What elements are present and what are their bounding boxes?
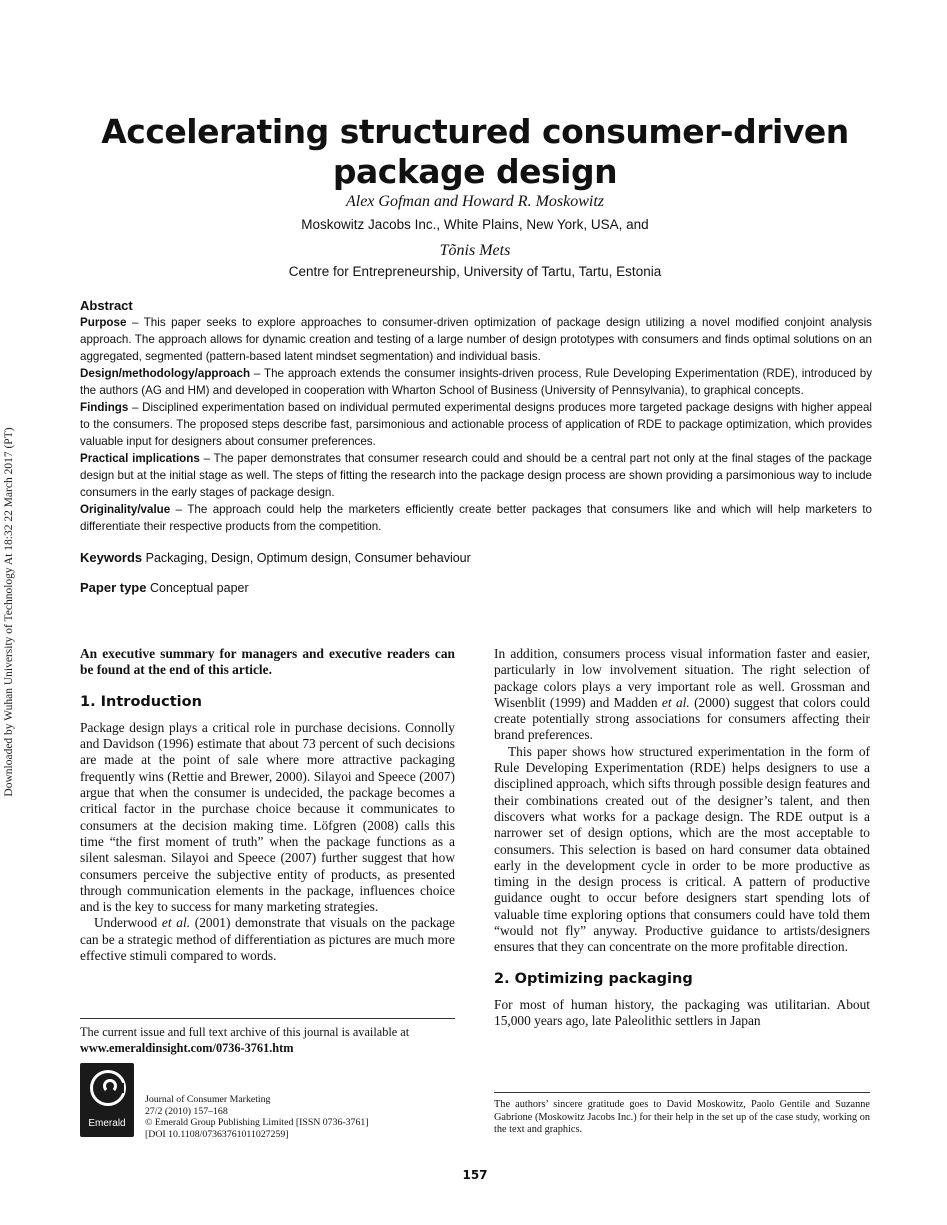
section-heading-optimizing: 2. Optimizing packaging [494,970,693,987]
abstract-findings: Findings – Disciplined experimentation based on individual permuted experimental designs produces more targeted package designs with higher appeal to the consumers. The proposed steps describe fast, parsimonious and actionable process of application of RDE to package optimization, which provides valuable input for designers about consumer preferences. [80,401,872,448]
left-column [80,646,455,964]
journal-name: Journal of Consumer Marketing [145,1094,271,1105]
logo-text: Emerald [88,1118,126,1129]
title-line-2: package design [332,152,618,191]
download-watermark: Downloaded by Wuhan University of Technology At 18:32 22 March 2017 (PT) [3,427,15,797]
optimizing-paragraph-1: For most of human history, the packaging was utilitarian. About 15,000 years ago, late Paleolithic settlers in Japan [494,996,870,1029]
abstract-purpose: Purpose – This paper seeks to explore approaches to consumer-driven optimization of package design utilizing a novel modified conjoint analysis approach. The approach allows for dynamic creation and testing of a large number of design prototypes with consumers and finds optimal solutions on an aggregated, segmented (pattern-based latent mindset segmentation) and individual basis. [80,316,872,363]
issue-note-text: The current issue and full text archive of this journal is available at [80,1025,410,1039]
paper-title [80,112,870,192]
acknowledgment: The authors’ sincere gratitude goes to David Moskowitz, Paolo Gentile and Suzanne Gabrione (Moskowitz Jacobs Inc.) for their help in the set up of the case study, working on the text and graphics. [494,1099,870,1136]
journal-copyright: © Emerald Group Publishing Limited [ISSN 0736-3761] [145,1117,369,1128]
abstract-design: Design/methodology/approach – The approach extends the consumer insights-driven process, Rule Developing Experimentation (RDE), introduced by the authors (AG and HM) and developed in cooperation with Wharton School of Business (University of Pennsylvania), to graphical concepts. [80,367,872,397]
section-heading-introduction: 1. Introduction [80,693,202,710]
journal-volume: 27/2 (2010) 157–168 [145,1105,228,1117]
paper-type: Paper type Conceptual paper [80,580,249,595]
abstract [80,297,872,535]
intro-paragraph-3: In addition, consumers process visual information faster and easier, particularly in low involvement situation. The right selection of package colors plays a very important role as well. Grossman and Wisenblit (1999) and Madden et al. (2000) suggest that colors could create potentially strong associations for consumers affecting their brand preferences. [494,646,870,743]
intro-paragraph-4: This paper shows how structured experimentation in the form of Rule Developing Experimentation (RDE) helps designers to use a disciplined approach, which sifts through possible design features and their combinations created out of the designer’s talent, and then discovers what works for a package design. The RDE output is a narrower set of design options, which are the most acceptable to consumers. This selection is based on hard consumer data obtained early in the development cycle in order to be more productive as timing in the design process is critical. A pattern of productive guidance ought to occur before designers start spending lots of valuable time exploring options that consumers could have told them “would not fly” anyway. Productive guidance to artists/designers ensures that they can concentrate on the more profitable direction. [494,743,870,955]
abstract-practical: Practical implications – The paper demonstrates that consumer research could and should be a central part not only at the final stages of the package design but at the initial stage as well. The steps of fitting the research into the package design process are shown providing a parsimonious way to include consumers in the early stages of package design. [80,452,872,499]
affiliation-1: Moskowitz Jacobs Inc., White Plains, New York, USA, and [301,217,649,232]
journal-info [145,1094,465,1140]
intro-paragraph-1: Package design plays a critical role in purchase decisions. Connolly and Davidson (1996) estimate that about 73 percent of such decisions are made at the point of sale where more attractive packaging frequently wins (Rettie and Brewer, 2000). Silayoi and Speece (2007) argue that when the consumer is undecided, the package becomes a critical factor in the purchase choice because it communicates to consumers at the decision making time. Löfgren (2008) calls this time “the first moment of truth” when the package functions as a silent salesman. Silayoi and Speece (2007) further suggest that how consumers perceive the subjective entity of products, as presented through communication elements in the package, influences choice and is the key to success for many marketing strategies. [80,719,455,915]
issue-note [80,1024,455,1056]
abstract-heading: Abstract [80,298,133,313]
executive-summary-note: An executive summary for managers and executive readers can be found at the end of this article. [80,646,455,678]
authors-line-2: Tõnis Mets [439,242,511,259]
page-number: 157 [462,1168,488,1182]
right-column [494,646,870,1030]
emerald-logo [80,1063,134,1137]
affiliation-2: Centre for Entrepreneurship, University of Tartu, Tartu, Estonia [288,264,662,279]
intro-paragraph-2: Underwood et al. (2001) demonstrate that visuals on the package can be a strategic method of differentiation as pictures are much more effective stimuli compared to words. [80,915,455,964]
abstract-originality: Originality/value – The approach could help the marketers efficiently create better packages that consumers like and which will help marketers to differentiate their respective products from the competition. [80,503,872,533]
journal-doi: [DOI 10.1108/07363761011027259] [145,1128,289,1140]
title-line-1: Accelerating structured consumer-driven [101,112,849,151]
keywords: Keywords Packaging, Design, Optimum design, Consumer behaviour [80,550,471,565]
authors-line-1: Alex Gofman and Howard R. Moskowitz [345,193,605,210]
issue-divider [80,1018,455,1019]
acknowledgment-divider [494,1092,870,1093]
journal-url-link[interactable]: www.emeraldinsight.com/0736-3761.htm [80,1041,294,1055]
